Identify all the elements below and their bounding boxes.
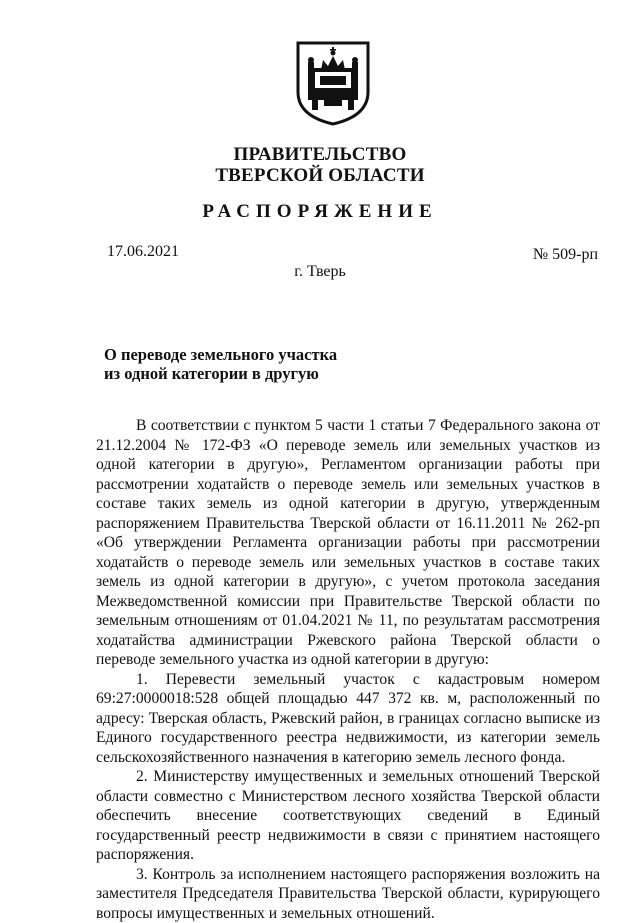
- organization-name-line2: ТВЕРСКОЙ ОБЛАСТИ: [0, 165, 640, 187]
- clause-1-paragraph: 1. Перевести земельный участок с кадастровым номером 69:27:0000018:528 общей площадью 447 372 кв. м, расположенный по адресу: Тверская область, Ржевский район, в границах согласно выписке из Единого государственного реестра недвижимости, из категории земель сельскохозяйственного назначения в категорию земель лесного фонда.: [96, 670, 600, 768]
- subject-line-1: О переводе земельного участка: [104, 345, 337, 364]
- preamble-paragraph: В соответствии с пунктом 5 части 1 статьи 7 Федерального закона от 21.12.2004 № 172-ФЗ «О переводе земель или земельных участков из одной категории в другую», Регламентом организации работы при рассмотрении ходатайств о переводе земель или земельных участков в составе таких земель из одной категории в другую, утвержденным распоряжением Правительства Тверской области от 16.11.2011 № 262-рп «Об утверждении Регламента организации работы при рассмотрении ходатайств о переводе земель или земельных участков в составе таких земель из одной категории в другую», с учетом протокола заседания Межведомственной комиссии при Правительстве Тверской области по земельным отношениям от 01.04.2021 № 11, по результатам рассмотрения ходатайства администрации Ржевского района Тверской области о переводе земельного участка из одной категории в другую:: [96, 416, 600, 670]
- coat-of-arms-icon: [294, 40, 372, 126]
- subject-line-2: из одной категории в другую: [104, 364, 337, 383]
- clause-2-paragraph: 2. Министерству имущественных и земельных отношений Тверской области совместно с Министерством лесного хозяйства Тверской области обеспечить внесение соответствующих сведений в Единый государственный реестр недвижимости в связи с принятием настоящего распоряжения.: [96, 767, 600, 865]
- document-type-title: РАСПОРЯЖЕНИЕ: [0, 201, 640, 223]
- document-date: 17.06.2021: [107, 243, 179, 261]
- organization-name-line1: ПРАВИТЕЛЬСТВО: [0, 144, 640, 166]
- document-city: г. Тверь: [0, 263, 640, 281]
- document-subject: [104, 345, 337, 383]
- clause-3-paragraph: 3. Контроль за исполнением настоящего распоряжения возложить на заместителя Председателя Правительства Тверской области, курирующего вопросы имущественных и земельных отношений.: [96, 865, 600, 923]
- document-body: [96, 416, 600, 923]
- document-number: № 509-рп: [533, 246, 598, 264]
